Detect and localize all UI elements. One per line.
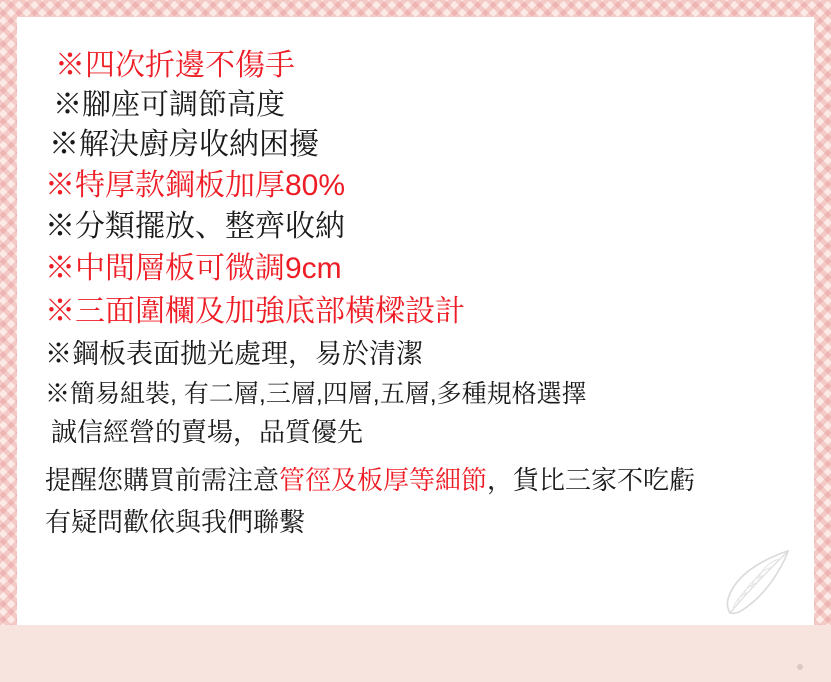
purchase-notice bbox=[17, 467, 814, 493]
corner-dot-icon bbox=[797, 664, 803, 670]
list-item: ※分類擺放、整齊收納 bbox=[45, 210, 345, 243]
list-item: ※中間層板可微調9cm bbox=[45, 252, 342, 285]
list-item: ※鋼板表面拋光處理，易於清潔 bbox=[45, 339, 423, 369]
list-item: ※三面圍欄及加強底部橫樑設計 bbox=[45, 295, 465, 328]
bottom-strip bbox=[0, 625, 831, 682]
list-item: ※解決廚房收納困擾 bbox=[49, 128, 319, 161]
list-item: ※簡易組裝, 有二層,三層,四層,五層,多種規格選擇 bbox=[45, 380, 587, 408]
feature-list bbox=[17, 17, 814, 535]
list-item: ※四次折邊不傷手 bbox=[55, 49, 295, 82]
list-item: ※特厚款鋼板加厚80% bbox=[45, 169, 346, 202]
notice-suffix: ，貨比三家不吃虧 bbox=[487, 465, 696, 495]
leaf-icon bbox=[718, 547, 796, 617]
notice-prefix: 提醒您購買前需注意 bbox=[45, 465, 280, 495]
notice-emphasis: 管徑及板厚等細節 bbox=[279, 465, 488, 495]
list-item: ※腳座可調節高度 bbox=[53, 89, 286, 121]
content-card bbox=[17, 17, 814, 625]
contact-line: 有疑問歡依與我們聯繫 bbox=[45, 507, 306, 537]
list-item: 誠信經營的賣場，品質優先 bbox=[51, 417, 364, 447]
